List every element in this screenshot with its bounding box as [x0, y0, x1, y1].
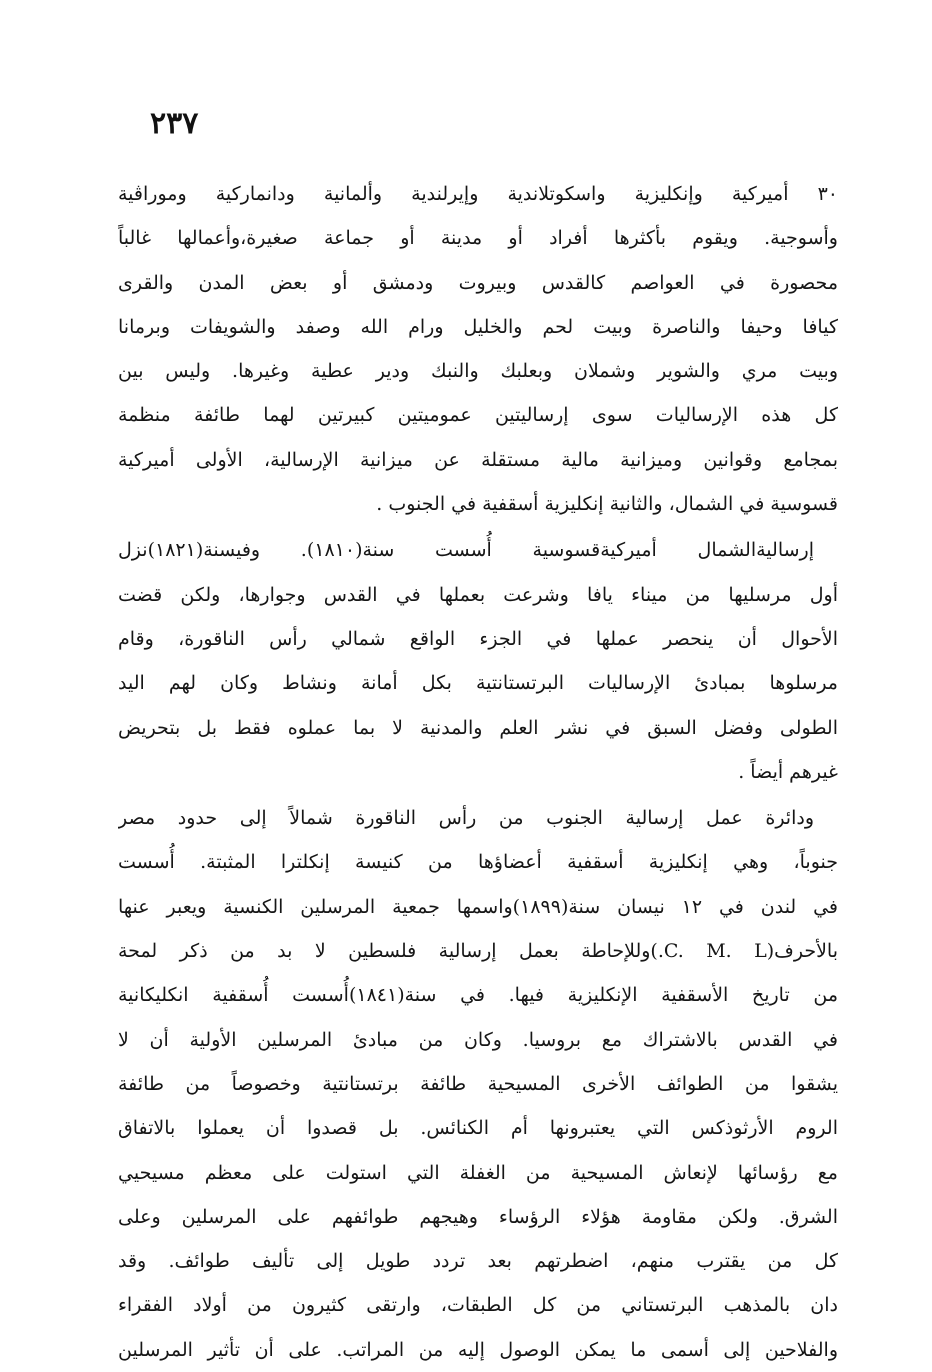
text-line: الروم الأرثوذكس التي يعتبرونها أم الكنائس. بل قصدوا أن يعملوا بالاتفاق [118, 1117, 838, 1140]
text-line: ودائرة عمل إرسالية الجنوب من رأس الناقورة شمالاً إلى حدود مصر [118, 807, 814, 830]
text-line: كيافا وحيفا والناصرة وبيت لحم والخليل ورام الله وصفد والشويفات وبرمانا [118, 315, 838, 338]
text-line: الأحوال أن ينحصر عملها في الجزء الواقع شمالي رأس الناقورة، وقام [118, 627, 838, 650]
text-line: في القدس بالاشتراك مع بروسيا. وكان من مبادئ المرسلين الأولية أن لا [118, 1028, 838, 1051]
text-line: والفلاحين إلى أسمى ما يمكن الوصول إليه من المراتب. على أن تأثير المرسلين [118, 1338, 838, 1361]
text-line: بالأحرف(C. M. L.)وللإحاطة بعمل إرسالية فلسطين لا بد من ذكر لمحة [118, 940, 838, 963]
text-line: وأسوجية. ويقوم بأكثرها أفراد أو مدينة أو جماعة صغيرة،وأعمالها غالباً [118, 227, 838, 250]
page-number: ٢٣٧ [150, 106, 199, 141]
text-line: كل هذه الإرساليات سوى إرساليتين عموميتين كبيرتين لهما طائفة منظمة [118, 404, 838, 427]
text-line: في لندن في ١٢ نيسان سنة(١٨٩٩)واسمها جمعية المرسلين الكنسية ويعبر عنها [118, 895, 838, 918]
text-line: غيرهم أيضاً . [738, 760, 838, 783]
text-line: كل من يقترب منهم، اضطرتهم بعد تردد طويل إلى تأليف طوائف. وقد [118, 1250, 838, 1273]
text-line: دان بالمذهب البرتستاني من كل الطبقات، وارتقى كثيرون من أولاد الفقراء [118, 1294, 838, 1317]
text-line: إرساليةالشمال أميركيةقسوسية أُسست سنة(١٨١٠). وفيسنة(١٨٢١)نزل [118, 539, 814, 562]
text-line: ٣٠ أميركية وإنكليزية واسكوتلاندية وإيرلندية وألمانية ودانماركية وموراڤية [118, 183, 838, 205]
text-line: وبيت مري والشوير وشملان وبعلبك والنبك ودير عطية وغيرها. وليس بين [118, 360, 838, 383]
text-line: يشقوا من الطوائف الأخرى المسيحية طائفة برتستانتية وخصوصاً من طائفة [118, 1072, 838, 1095]
text-line: الطولى وفضل السبق في نشر العلم والمدنية لا بما عملوه فقط بل بتحريض [118, 716, 838, 739]
text-line: بمجامع وقوانين وميزانية مالية مستقلة عن ميزانية الإرسالية، الأولى أميركية [118, 448, 838, 471]
text-line: من تاريخ الأسقفية الإنكليزية فيها. في سنة(١٨٤١)أُسست أُسقفية انكليكانية [118, 984, 838, 1007]
text-line: مرسلوها بمبادئ الإرساليات البرتستانتية بكل أمانة ونشاط وكان لهم اليد [118, 672, 838, 695]
text-line: مع رؤسائها لإنعاش المسيحية من الغفلة التي استولت على معظم مسيحيي [118, 1161, 838, 1184]
text-line: قسوسية في الشمال، والثانية إنكليزية أسقفية في الجنوب . [376, 493, 838, 516]
body-text [118, 172, 838, 1372]
text-line: أول مرسليها من ميناء يافا وشرعت بعملها في القدس وجوارها، ولكن قضت [118, 583, 838, 606]
text-line: جنوباً، وهي إنكليزية أسقفية أعضاؤها من كنيسة إنكلترا المثبتة. أُسست [118, 851, 838, 874]
text-line: محصورة في العواصم كالقدس وبيروت ودمشق أو بعض المدن والقرى [118, 271, 838, 294]
text-line: الشرق. ولكن مقاومة هؤلاء الرؤساء وهيجهم طوائفهم على المرسلين وعلى [118, 1205, 838, 1228]
